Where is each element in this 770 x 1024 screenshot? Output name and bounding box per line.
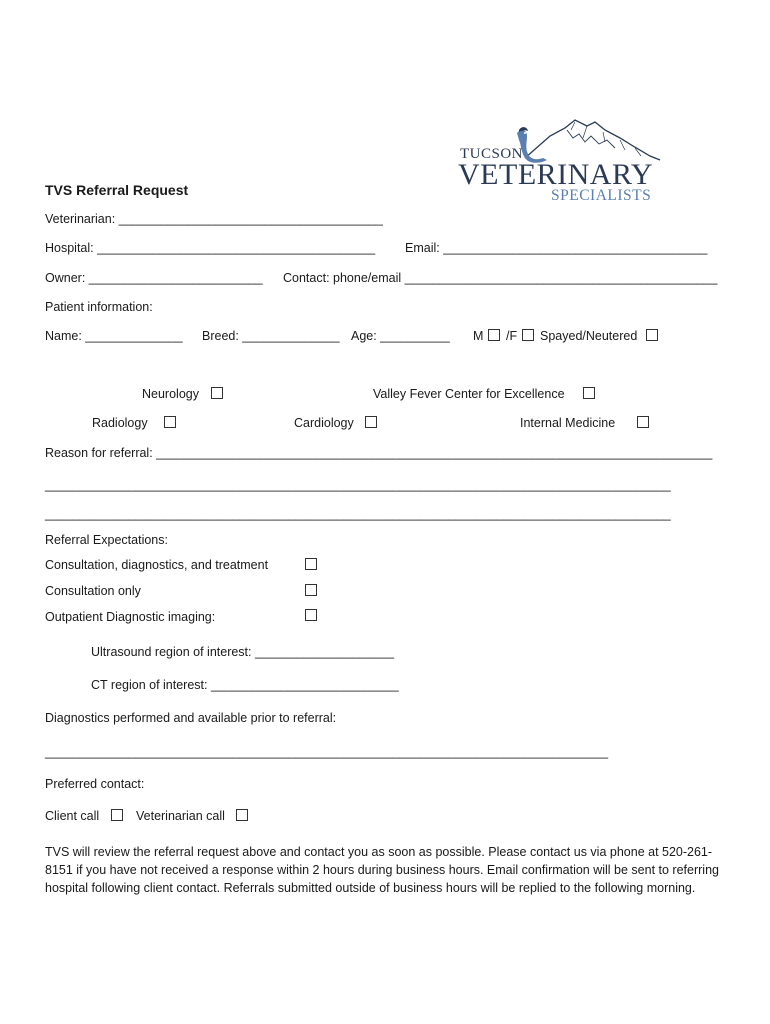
radiology-label: Radiology [92, 416, 148, 430]
logo-specialists: SPECIALISTS [551, 187, 652, 204]
expectations-heading: Referral Expectations: [45, 533, 168, 547]
spayed-checkbox[interactable] [646, 329, 658, 341]
female-label: /F [506, 329, 518, 343]
consult-diag-treat-label: Consultation, diagnostics, and treatment [45, 558, 269, 572]
internal-medicine-label: Internal Medicine [520, 416, 616, 430]
female-checkbox[interactable] [522, 329, 534, 341]
male-checkbox[interactable] [488, 329, 500, 341]
breed-field[interactable]: Breed: ______________ [202, 329, 340, 343]
contact-field[interactable]: Contact: phone/email _____________________________________________ [283, 271, 718, 285]
neurology-label: Neurology [142, 387, 199, 401]
internal-medicine-checkbox[interactable] [637, 416, 649, 428]
radiology-checkbox[interactable] [164, 416, 176, 428]
outpatient-imaging-label: Outpatient Diagnostic imaging: [45, 610, 216, 624]
cardiology-label: Cardiology [294, 416, 354, 430]
email-field[interactable]: Email: ______________________________________ [405, 241, 708, 255]
veterinarian-field[interactable]: Veterinarian: ______________________________________ [45, 212, 383, 226]
reason-line-2[interactable]: __________________________________________________________________________________________ [45, 478, 671, 492]
consult-diag-treat-checkbox[interactable] [305, 558, 317, 570]
client-call-label: Client call [45, 809, 100, 823]
ultrasound-field[interactable]: Ultrasound region of interest: ____________________ [91, 645, 395, 659]
ct-field[interactable]: CT region of interest: ___________________________ [91, 678, 399, 692]
consult-only-label: Consultation only [45, 584, 141, 598]
consult-only-checkbox[interactable] [305, 584, 317, 596]
valley-fever-label: Valley Fever Center for Excellence [373, 387, 565, 401]
outpatient-imaging-checkbox[interactable] [305, 609, 317, 621]
owner-field[interactable]: Owner: _________________________ [45, 271, 263, 285]
patient-info-heading: Patient information: [45, 300, 153, 314]
client-call-checkbox[interactable] [111, 809, 123, 821]
diagnostics-line[interactable]: _________________________________________________________________________________ [45, 745, 609, 759]
valley-fever-checkbox[interactable] [583, 387, 595, 399]
logo-tucson: TUCSON [460, 146, 524, 162]
reason-field[interactable]: Reason for referral: ________________________________________________________________________________ [45, 446, 713, 460]
tvs-logo [455, 108, 665, 208]
preferred-contact-heading: Preferred contact: [45, 777, 145, 791]
reason-line-3[interactable]: __________________________________________________________________________________________ [45, 507, 671, 521]
diagnostics-prior-label: Diagnostics performed and available prior to referral: [45, 711, 337, 725]
hospital-field[interactable]: Hospital: ________________________________________ [45, 241, 376, 255]
neurology-checkbox[interactable] [211, 387, 223, 399]
age-field[interactable]: Age: __________ [351, 329, 450, 343]
name-field[interactable]: Name: ______________ [45, 329, 183, 343]
cardiology-checkbox[interactable] [365, 416, 377, 428]
spayed-label: Spayed/Neutered [540, 329, 638, 343]
closing-paragraph: TVS will review the referral request above and contact you as soon as possible. Please contact us via phone at 520-261-8151 if you have not received a response within 2 hours during business hours. Email confirmation will be sent to referring hospital following client contact. Referrals submitted outside of business hours will be replied to the following morning. [45, 845, 719, 895]
form-title: TVS Referral Request [45, 182, 189, 198]
vet-call-checkbox[interactable] [236, 809, 248, 821]
logo-veterinary: VETERINARY [458, 158, 653, 191]
vet-call-label: Veterinarian call [136, 809, 225, 823]
male-label: M [473, 329, 484, 343]
